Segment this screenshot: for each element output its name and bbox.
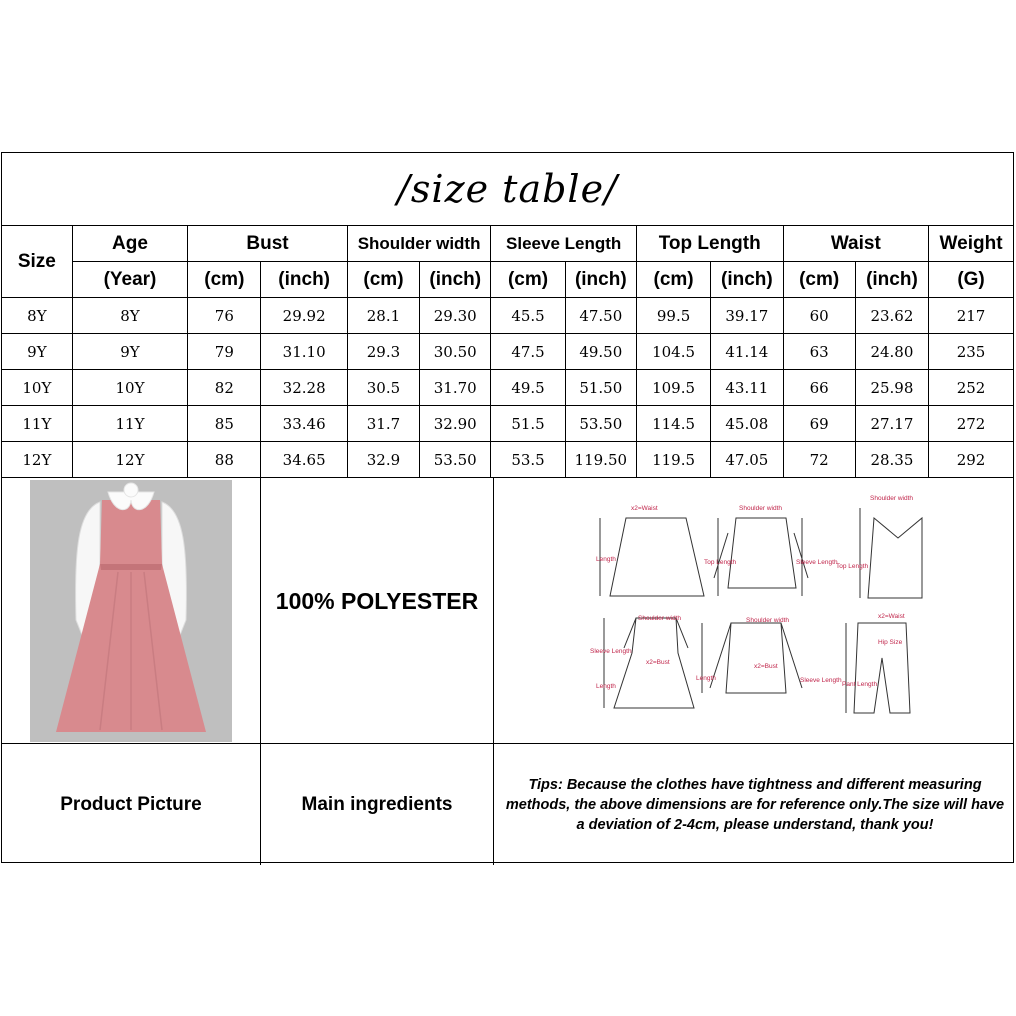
diagram-label-shoulder: Shoulder width [870,495,913,502]
table-cell: 47.5 [491,334,565,370]
table-cell: 99.5 [636,298,710,334]
table-cell: 10Y [72,370,187,406]
table-cell: 85 [188,406,261,442]
table-cell: 29.3 [347,334,419,370]
table-cell: 114.5 [636,406,710,442]
table-cell: 11Y [72,406,187,442]
measurement-diagrams [496,478,1014,744]
table-cell: 49.5 [491,370,565,406]
table-cell: 72 [783,442,855,478]
table-cell: 272 [929,406,1013,442]
diagram-label-shoulder: Shoulder width [638,615,681,622]
header-weight: Weight [929,226,1013,262]
table-cell: 29.30 [420,298,491,334]
table-cell: 32.9 [347,442,419,478]
table-cell: 31.10 [261,334,347,370]
table-cell: 34.65 [261,442,347,478]
diagram-label-waist: x2=Waist [631,505,658,512]
product-picture-label: Product Picture [60,793,202,815]
header-row-units [2,262,1013,298]
unit-inch: (inch) [855,262,928,298]
header-age: Age [72,226,187,262]
table-cell: 9Y [72,334,187,370]
table-cell: 235 [929,334,1013,370]
divider [493,478,494,865]
diagram-label-length: Length [596,683,616,690]
table-cell: 10Y [2,370,72,406]
unit-inch: (inch) [565,262,636,298]
unit-year: (Year) [72,262,187,298]
table-cell: 45.08 [711,406,783,442]
table-cell: 217 [929,298,1013,334]
main-ingredients-label: Main ingredients [301,793,453,815]
table-cell: 43.11 [711,370,783,406]
table-cell: 28.35 [855,442,928,478]
table-cell: 27.17 [855,406,928,442]
table-cell: 119.50 [565,442,636,478]
table-cell: 8Y [2,298,72,334]
table-cell: 9Y [2,334,72,370]
table-cell: 28.1 [347,298,419,334]
diagram-label-shoulder: Shoulder width [739,505,782,512]
diagram-label-sleeve: Sleeve Length [796,559,838,566]
unit-cm: (cm) [491,262,565,298]
table-cell: 41.14 [711,334,783,370]
product-photo [30,480,232,742]
table-cell: 49.50 [565,334,636,370]
table-cell: 76 [188,298,261,334]
diagram-label-length: Length [596,556,616,563]
table-row [2,370,1013,406]
diagram-label-pant-length: Pant Length [842,681,878,688]
table-cell: 47.05 [711,442,783,478]
table-cell: 24.80 [855,334,928,370]
table-cell: 12Y [72,442,187,478]
unit-cm: (cm) [783,262,855,298]
table-cell: 60 [783,298,855,334]
diagram-label-top-length: Top Length [836,563,869,570]
size-chart-frame [1,152,1014,863]
tips-text: Tips: Because the clothes have tightness and different measuring methods, the above dimensions are for reference only.The size will have a deviation of 2-4cm, please understand, thank you! [505,776,1005,833]
size-table [2,225,1013,478]
table-cell: 69 [783,406,855,442]
header-size: Size [2,226,72,298]
table-cell: 53.50 [420,442,491,478]
diagram-label-waist: x2=Waist [878,613,905,620]
table-cell: 33.46 [261,406,347,442]
unit-inch: (inch) [711,262,783,298]
table-cell: 88 [188,442,261,478]
diagram-label-sleeve: Sleeve Length [800,677,842,684]
table-cell: 53.5 [491,442,565,478]
table-row [2,334,1013,370]
table-cell: 63 [783,334,855,370]
table-cell: 109.5 [636,370,710,406]
table-cell: 39.17 [711,298,783,334]
table-cell: 29.92 [261,298,347,334]
table-cell: 47.50 [565,298,636,334]
diagram-label-top-length: Top Length [704,559,737,566]
size-table-title: /size table/ [397,167,618,211]
header-top-length: Top Length [636,226,783,262]
table-cell: 11Y [2,406,72,442]
table-row [2,406,1013,442]
table-row [2,442,1013,478]
table-cell: 104.5 [636,334,710,370]
unit-cm: (cm) [636,262,710,298]
diagram-label-bust: x2=Bust [754,663,778,670]
header-sleeve: Sleeve Length [491,226,637,262]
table-cell: 25.98 [855,370,928,406]
material-text: 100% POLYESTER [275,588,479,614]
diagram-label-shoulder: Shoulder width [746,617,789,624]
table-cell: 12Y [2,442,72,478]
table-cell: 82 [188,370,261,406]
table-cell: 31.70 [420,370,491,406]
title-row [2,153,1013,226]
unit-cm: (cm) [347,262,419,298]
table-cell: 252 [929,370,1013,406]
header-shoulder: Shoulder width [347,226,491,262]
diagram-label-bust: x2=Bust [646,659,670,666]
diagram-label-length: Length [696,675,716,682]
table-cell: 66 [783,370,855,406]
table-row [2,298,1013,334]
unit-inch: (inch) [261,262,347,298]
header-row-names [2,226,1013,262]
table-cell: 119.5 [636,442,710,478]
bottom-section [2,477,1013,865]
header-waist: Waist [783,226,929,262]
table-cell: 51.50 [565,370,636,406]
table-cell: 79 [188,334,261,370]
table-cell: 30.5 [347,370,419,406]
table-cell: 51.5 [491,406,565,442]
table-cell: 32.28 [261,370,347,406]
unit-cm: (cm) [188,262,261,298]
unit-inch: (inch) [420,262,491,298]
table-cell: 23.62 [855,298,928,334]
table-cell: 53.50 [565,406,636,442]
table-cell: 31.7 [347,406,419,442]
table-cell: 45.5 [491,298,565,334]
table-cell: 30.50 [420,334,491,370]
table-cell: 32.90 [420,406,491,442]
unit-gram: (G) [929,262,1013,298]
header-bust: Bust [188,226,348,262]
diagram-label-sleeve: Sleeve Length [590,648,632,655]
diagram-label-hip: Hip Size [878,639,903,646]
table-cell: 8Y [72,298,187,334]
table-cell: 292 [929,442,1013,478]
